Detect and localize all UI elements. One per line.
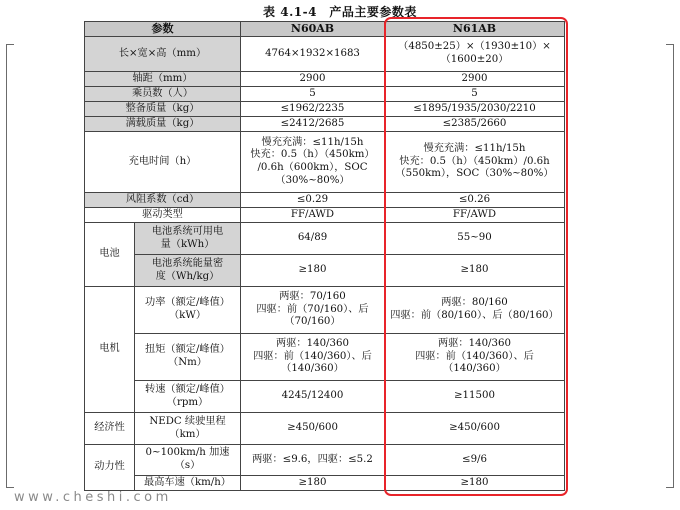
table-row-motor-power	[85, 287, 565, 334]
n60-wheelbase: 2900	[241, 72, 385, 87]
n61-curb-weight: ≤1895/1935/2030/2210	[385, 102, 565, 117]
n61-wheelbase: 2900	[385, 72, 565, 87]
label-size: 长×宽×高（mm）	[85, 37, 241, 72]
table-row-acceleration	[85, 445, 565, 476]
n61-seats: 5	[385, 87, 565, 102]
n61-size-line1: （4850±25）×（1930±10）×	[398, 41, 551, 53]
n60-charge-line1: 慢充充满：≤11h/15h	[261, 136, 364, 148]
table-row-charge-time	[85, 132, 565, 193]
label-seats: 乘员数（人）	[85, 87, 241, 102]
group-motor: 电机	[85, 287, 135, 413]
n60-charge-line3: /0.6h（600km），SOC	[257, 162, 368, 173]
label-battery-capacity	[135, 223, 241, 255]
n61-charge-line2: 快充：0.5（h）（450km）/0.6h	[399, 155, 550, 167]
n61-power-line1: 两驱：80/160	[441, 297, 508, 309]
n61-acceleration: ≤9/6	[385, 445, 565, 476]
label-battery-capacity-line2: 量（kWh）	[160, 238, 215, 250]
label-drag: 风阻系数（cd）	[85, 193, 241, 208]
group-battery: 电池	[85, 223, 135, 287]
n61-motor-speed: ≥11500	[385, 381, 565, 413]
table-row-battery-capacity	[85, 223, 565, 255]
label-motor-speed-line2: （rpm）	[166, 396, 209, 408]
label-motor-speed	[135, 381, 241, 413]
table-row-battery-density	[85, 255, 565, 287]
header-row	[85, 22, 565, 37]
header-param: 参数	[85, 22, 241, 37]
label-nedc-line1: NEDC 续驶里程	[149, 415, 226, 427]
parameter-table	[84, 21, 565, 491]
label-battery-density	[135, 255, 241, 287]
n60-top-speed: ≥180	[241, 476, 385, 491]
n60-torque-line1: 两驱：140/360	[276, 338, 349, 350]
n61-torque-line2: 四驱：前（140/360）、后（140/360）	[415, 350, 534, 375]
label-motor-torque	[135, 334, 241, 381]
right-bracket-decoration	[666, 44, 674, 488]
n60-power-line2: 四驱：前（70/160）、后	[256, 303, 369, 315]
label-nedc-line2: （km）	[169, 428, 206, 440]
n61-motor-torque	[385, 334, 565, 381]
table-row-motor-speed	[85, 381, 565, 413]
n61-battery-capacity: 55~90	[385, 223, 565, 255]
watermark: www.cheshi.com	[14, 490, 172, 505]
n61-drag: ≤0.26	[385, 193, 565, 208]
n61-charge-line1: 慢充充满：≤11h/15h	[423, 143, 526, 155]
label-wheelbase: 轴距（mm）	[85, 72, 241, 87]
group-economy: 经济性	[85, 413, 135, 445]
n60-motor-power	[241, 287, 385, 334]
label-motor-power-line1: 功率（额定/峰值）	[145, 297, 230, 309]
n60-seats: 5	[241, 87, 385, 102]
label-drive: 驱动类型	[85, 208, 241, 223]
n61-charge-time	[385, 132, 565, 193]
label-curb-weight: 整备质量（kg）	[85, 102, 241, 117]
table-row-curb-weight	[85, 102, 565, 117]
table-row-economy	[85, 413, 565, 445]
n60-power-line3: （70/160）	[284, 316, 341, 328]
label-battery-capacity-line1: 电池系统可用电	[151, 225, 224, 237]
label-charge-time: 充电时间（h）	[85, 132, 241, 193]
label-motor-power	[135, 287, 241, 334]
n60-nedc-range: ≥450/600	[241, 413, 385, 445]
label-acceleration	[135, 445, 241, 476]
label-acceleration-line1: 0~100km/h 加速	[145, 447, 230, 459]
n60-charge-time	[241, 132, 385, 193]
n61-nedc-range: ≥450/600	[385, 413, 565, 445]
label-acceleration-line2: （s）	[174, 460, 201, 471]
n61-size-line2: （1600±20）	[440, 54, 509, 65]
label-motor-torque-line1: 扭矩（额定/峰值）	[145, 344, 230, 356]
left-bracket-decoration	[6, 44, 14, 488]
n60-torque-line3: （140/360）	[281, 363, 344, 375]
n60-gross-weight: ≤2412/2685	[241, 117, 385, 132]
n60-torque-line2: 四驱：前（140/360）、后	[253, 350, 372, 362]
n61-drive: FF/AWD	[385, 208, 565, 223]
n60-power-line1: 两驱：70/160	[279, 291, 346, 303]
n61-charge-line3: （550km），SOC（30%~80%）	[395, 168, 554, 180]
table-row-seats	[85, 87, 565, 102]
n61-size	[385, 37, 565, 72]
table-row-wheelbase	[85, 72, 565, 87]
n61-torque-line1: 两驱：140/360	[438, 338, 511, 350]
label-top-speed: 最高车速（km/h）	[135, 476, 241, 491]
table-row-top-speed	[85, 476, 565, 491]
n60-motor-speed: 4245/12400	[241, 381, 385, 413]
n61-battery-density: ≥180	[385, 255, 565, 287]
n60-size: 4764×1932×1683	[241, 37, 385, 72]
n60-curb-weight: ≤1962/2235	[241, 102, 385, 117]
n60-charge-line4: （30%~80%）	[275, 174, 350, 186]
table-row-drag	[85, 193, 565, 208]
label-battery-density-line1: 电池系统能量密	[151, 257, 224, 269]
n60-drag: ≤0.29	[241, 193, 385, 208]
header-n60ab: N60AB	[241, 22, 385, 37]
n60-motor-torque	[241, 334, 385, 381]
table-row-motor-torque	[85, 334, 565, 381]
n61-power-line2: 四驱：前（80/160）、后（80/160）	[390, 310, 559, 321]
n61-gross-weight: ≤2385/2660	[385, 117, 565, 132]
table-row-drive	[85, 208, 565, 223]
group-dynamics: 动力性	[85, 445, 135, 491]
table-caption: 表 4.1-4 产品主要参数表	[263, 5, 417, 19]
table-row-size	[85, 37, 565, 72]
label-gross-weight: 满载质量（kg）	[85, 117, 241, 132]
label-battery-density-line2: 度（Wh/kg）	[155, 270, 220, 282]
n60-battery-capacity: 64/89	[241, 223, 385, 255]
label-nedc-range	[135, 413, 241, 445]
table-row-gross-weight	[85, 117, 565, 132]
n61-top-speed: ≥180	[385, 476, 565, 491]
header-n61ab: N61AB	[385, 22, 565, 37]
n60-charge-line2: 快充：0.5（h）（450km）	[250, 149, 375, 161]
n60-acceleration: 两驱：≤9.6，四驱：≤5.2	[241, 445, 385, 476]
label-motor-speed-line1: 转速（额定/峰值）	[145, 383, 230, 395]
n60-battery-density: ≥180	[241, 255, 385, 287]
n61-motor-power	[385, 287, 565, 334]
n60-drive: FF/AWD	[241, 208, 385, 223]
label-motor-torque-line2: （Nm）	[168, 357, 207, 368]
label-motor-power-line2: （kW）	[168, 310, 207, 321]
